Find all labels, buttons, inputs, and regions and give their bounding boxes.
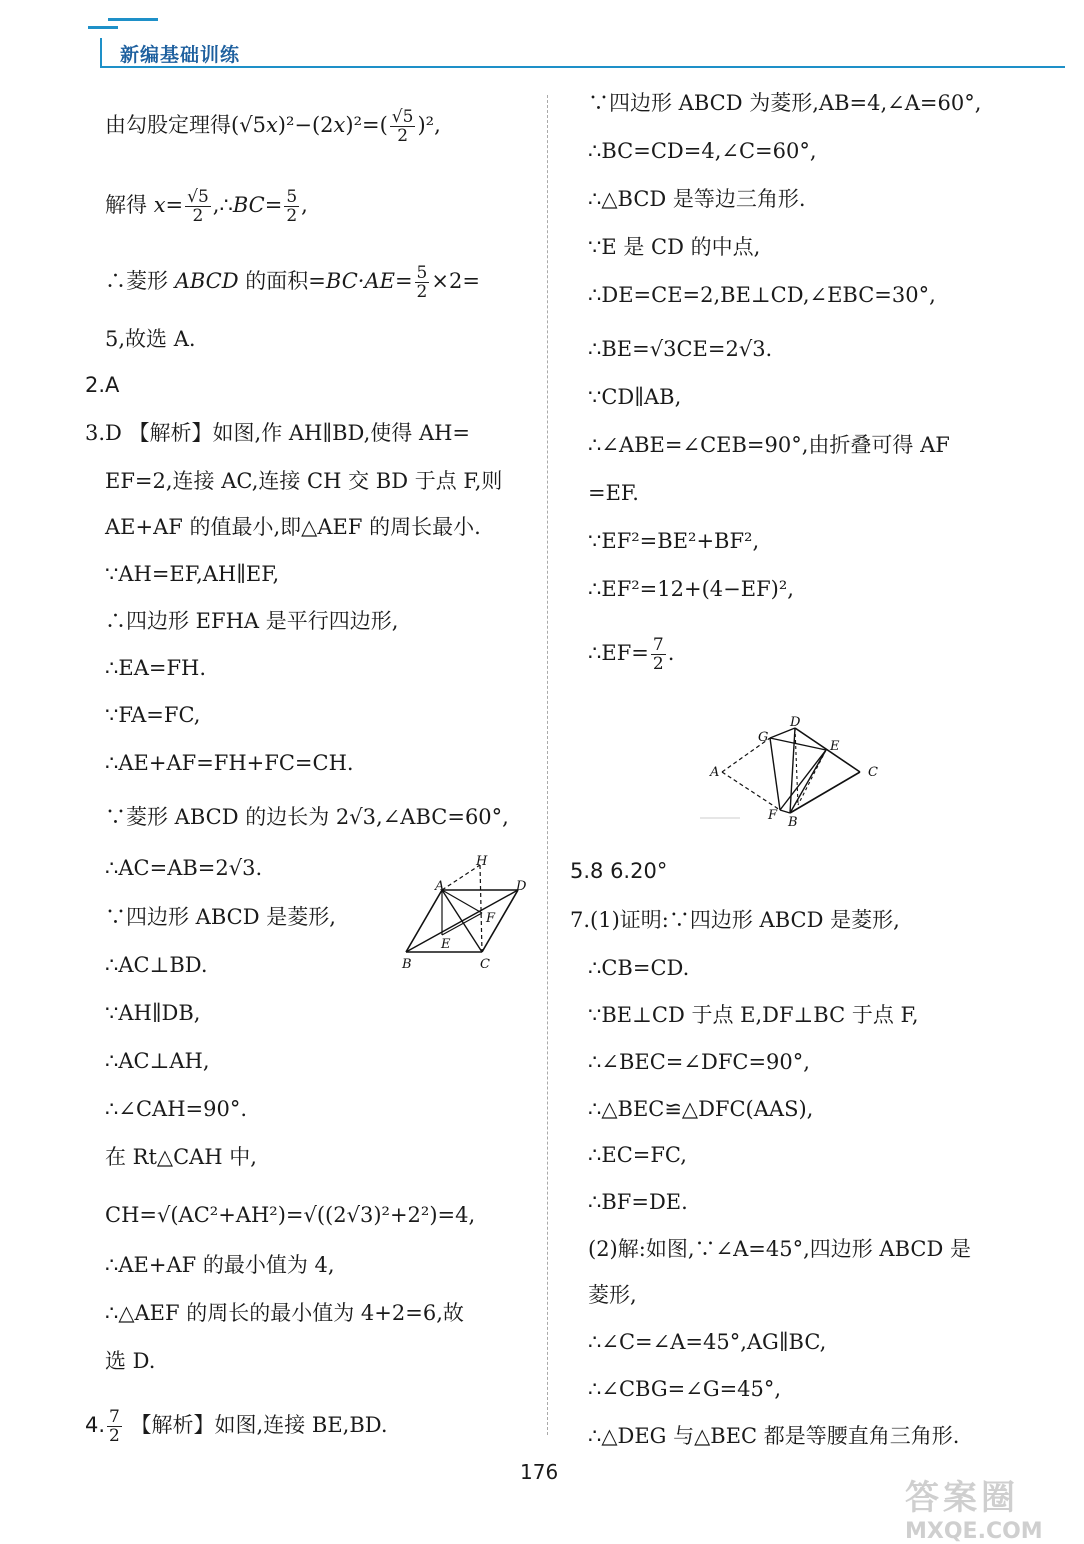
right-line-25: ∴△DEG 与△BEC 都是等腰直角三角形. [588,1424,960,1448]
edge-cb [790,772,860,813]
label-g: G [758,730,769,745]
right-line-16: ∵BE⊥CD 于点 E,DF⊥BC 于点 F, [588,1003,919,1027]
header-rule [100,66,1065,68]
right-line-8: ∴∠ABE=∠CEB=90°,由折叠可得 AF [588,433,950,457]
page-number: 176 [520,1460,559,1484]
right-line-11: ∴EF²=12+(4−EF)², [588,577,794,601]
right-line-1: ∵四边形 ABCD 为菱形,AB=4,∠A=60°, [588,91,982,115]
left-line-8: AE+AF 的值最小,即△AEF 的周长最小. [105,515,481,539]
left-line-2: 解得 x= $\frac{√5}{2}$ ,∴BC= $\frac{5}{2}$ , [105,187,308,226]
label-b: B [788,815,798,830]
seg-be [790,750,826,813]
left-line-11: ∴EA=FH. [105,656,207,680]
rhombus-figure-2 [700,710,890,830]
seg-fe [780,750,826,810]
right-line-18: ∴△BEC≌△DFC(AAS), [588,1097,814,1121]
left-line-15: ∴AC=AB=2√3. [105,856,263,880]
right-line-2: ∴BC=CD=4,∠C=60°, [588,139,817,163]
answer-7: 7.(1)证明:∵四边形 ABCD 是菱形, [570,908,900,932]
right-line-22: 菱形, [588,1283,637,1307]
page-header [0,0,1084,80]
left-line-20: ∴∠CAH=90°. [105,1097,247,1121]
logo-lines-icon [88,18,158,34]
label-d: D [516,879,527,894]
header-vertical-rule [100,38,102,68]
right-line-17: ∴∠BEC=∠DFC=90°, [588,1050,810,1074]
answers-5-6: 5.8 6.20° [570,859,668,883]
seg-ef [442,913,482,935]
label-a: A [710,765,720,780]
left-line-4: 5,故选 A. [105,327,196,351]
right-line-3: ∴△BCD 是等边三角形. [588,187,806,211]
right-line-9: =EF. [588,481,639,505]
series-title: 新编基础训练 [120,44,241,66]
rhombus-figure-1 [398,855,533,975]
left-line-3: ∴菱形 ABCD 的面积=BC·AE= $\frac{5}{2}$ ×2= [105,263,480,302]
left-line-22: CH=√(AC²+AH²)=√((2√3)²+2²)=4, [105,1203,476,1227]
seg-hc [480,865,482,952]
left-line-16: ∵四边形 ABCD 是菱形, [105,905,336,929]
left-line-17: ∴AC⊥BD. [105,953,208,977]
seg-fb [780,810,790,813]
label-h: H [476,855,488,869]
right-line-5: ∴DE=CE=2,BE⊥CD,∠EBC=30°, [588,283,936,307]
seg-af [442,890,482,913]
watermark [905,1470,1075,1544]
column-divider [547,95,548,1435]
left-line-21: 在 Rt△CAH 中, [105,1145,257,1169]
label-c: C [868,765,878,780]
left-line-9: ∵AH=EF,AH∥EF, [105,562,280,586]
left-line-14: ∵菱形 ABCD 的边长为 2√3,∠ABC=60°, [105,805,509,829]
left-line-7: EF=2,连接 AC,连接 CH 交 BD 于点 F,则 [105,469,503,493]
seg-dash-1 [795,728,798,805]
left-line-23: ∴AE+AF 的最小值为 4, [105,1253,335,1277]
right-line-15: ∴CB=CD. [588,956,690,980]
watermark-line-2: MXQE.COM [905,1519,1043,1544]
right-line-21: (2)解:如图,∵∠A=45°,四边形 ABCD 是 [588,1237,971,1261]
right-line-24: ∴∠CBG=∠G=45°, [588,1377,782,1401]
label-c: C [480,957,490,972]
label-d: D [790,715,801,730]
right-line-10: ∵EF²=BE²+BF², [588,529,760,553]
right-line-20: ∴BF=DE. [588,1190,688,1214]
right-line-12: ∴EF= $\frac{7}{2}$ . [588,635,675,674]
left-line-13: ∴AE+AF=FH+FC=CH. [105,751,354,775]
seg-af [722,772,780,810]
right-line-6: ∴BE=√3CE=2√3. [588,337,773,361]
label-e: E [830,739,840,754]
left-line-18: ∵AH∥DB, [105,1001,201,1025]
left-line-19: ∴AC⊥AH, [105,1049,210,1073]
answer-2: 2.A [85,373,120,397]
right-line-4: ∵E 是 CD 的中点, [588,235,761,259]
left-line-12: ∵FA=FC, [105,703,201,727]
seg-ah [442,865,480,890]
left-line-1: 由勾股定理得(√5x)²−(2x)²=( $\frac{√5}{2}$ )², [105,107,441,146]
label-f: F [486,911,496,926]
label-f: F [768,808,778,823]
edge-dc [795,728,860,772]
answer-4: 4. $\frac{7}{2}$ 【解析】如图,连接 BE,BD. [85,1407,388,1446]
right-line-19: ∴EC=FC, [588,1143,687,1167]
watermark-line-1: 答案圈 [905,1478,1019,1518]
answer-3: 3.D 【解析】如图,作 AH∥BD,使得 AH= [85,421,471,445]
right-line-7: ∵CD∥AB, [588,385,682,409]
left-line-10: ∴四边形 EFHA 是平行四边形, [105,609,399,633]
seg-gf [770,738,780,810]
left-line-24: ∴△AEF 的周长的最小值为 4+2=6,故 [105,1301,464,1325]
label-e: E [441,937,451,952]
label-a: A [435,879,445,894]
right-line-23: ∴∠C=∠A=45°,AG∥BC, [588,1330,827,1354]
label-b: B [402,957,412,972]
left-line-25: 选 D. [105,1349,156,1373]
seg-db [790,728,795,813]
